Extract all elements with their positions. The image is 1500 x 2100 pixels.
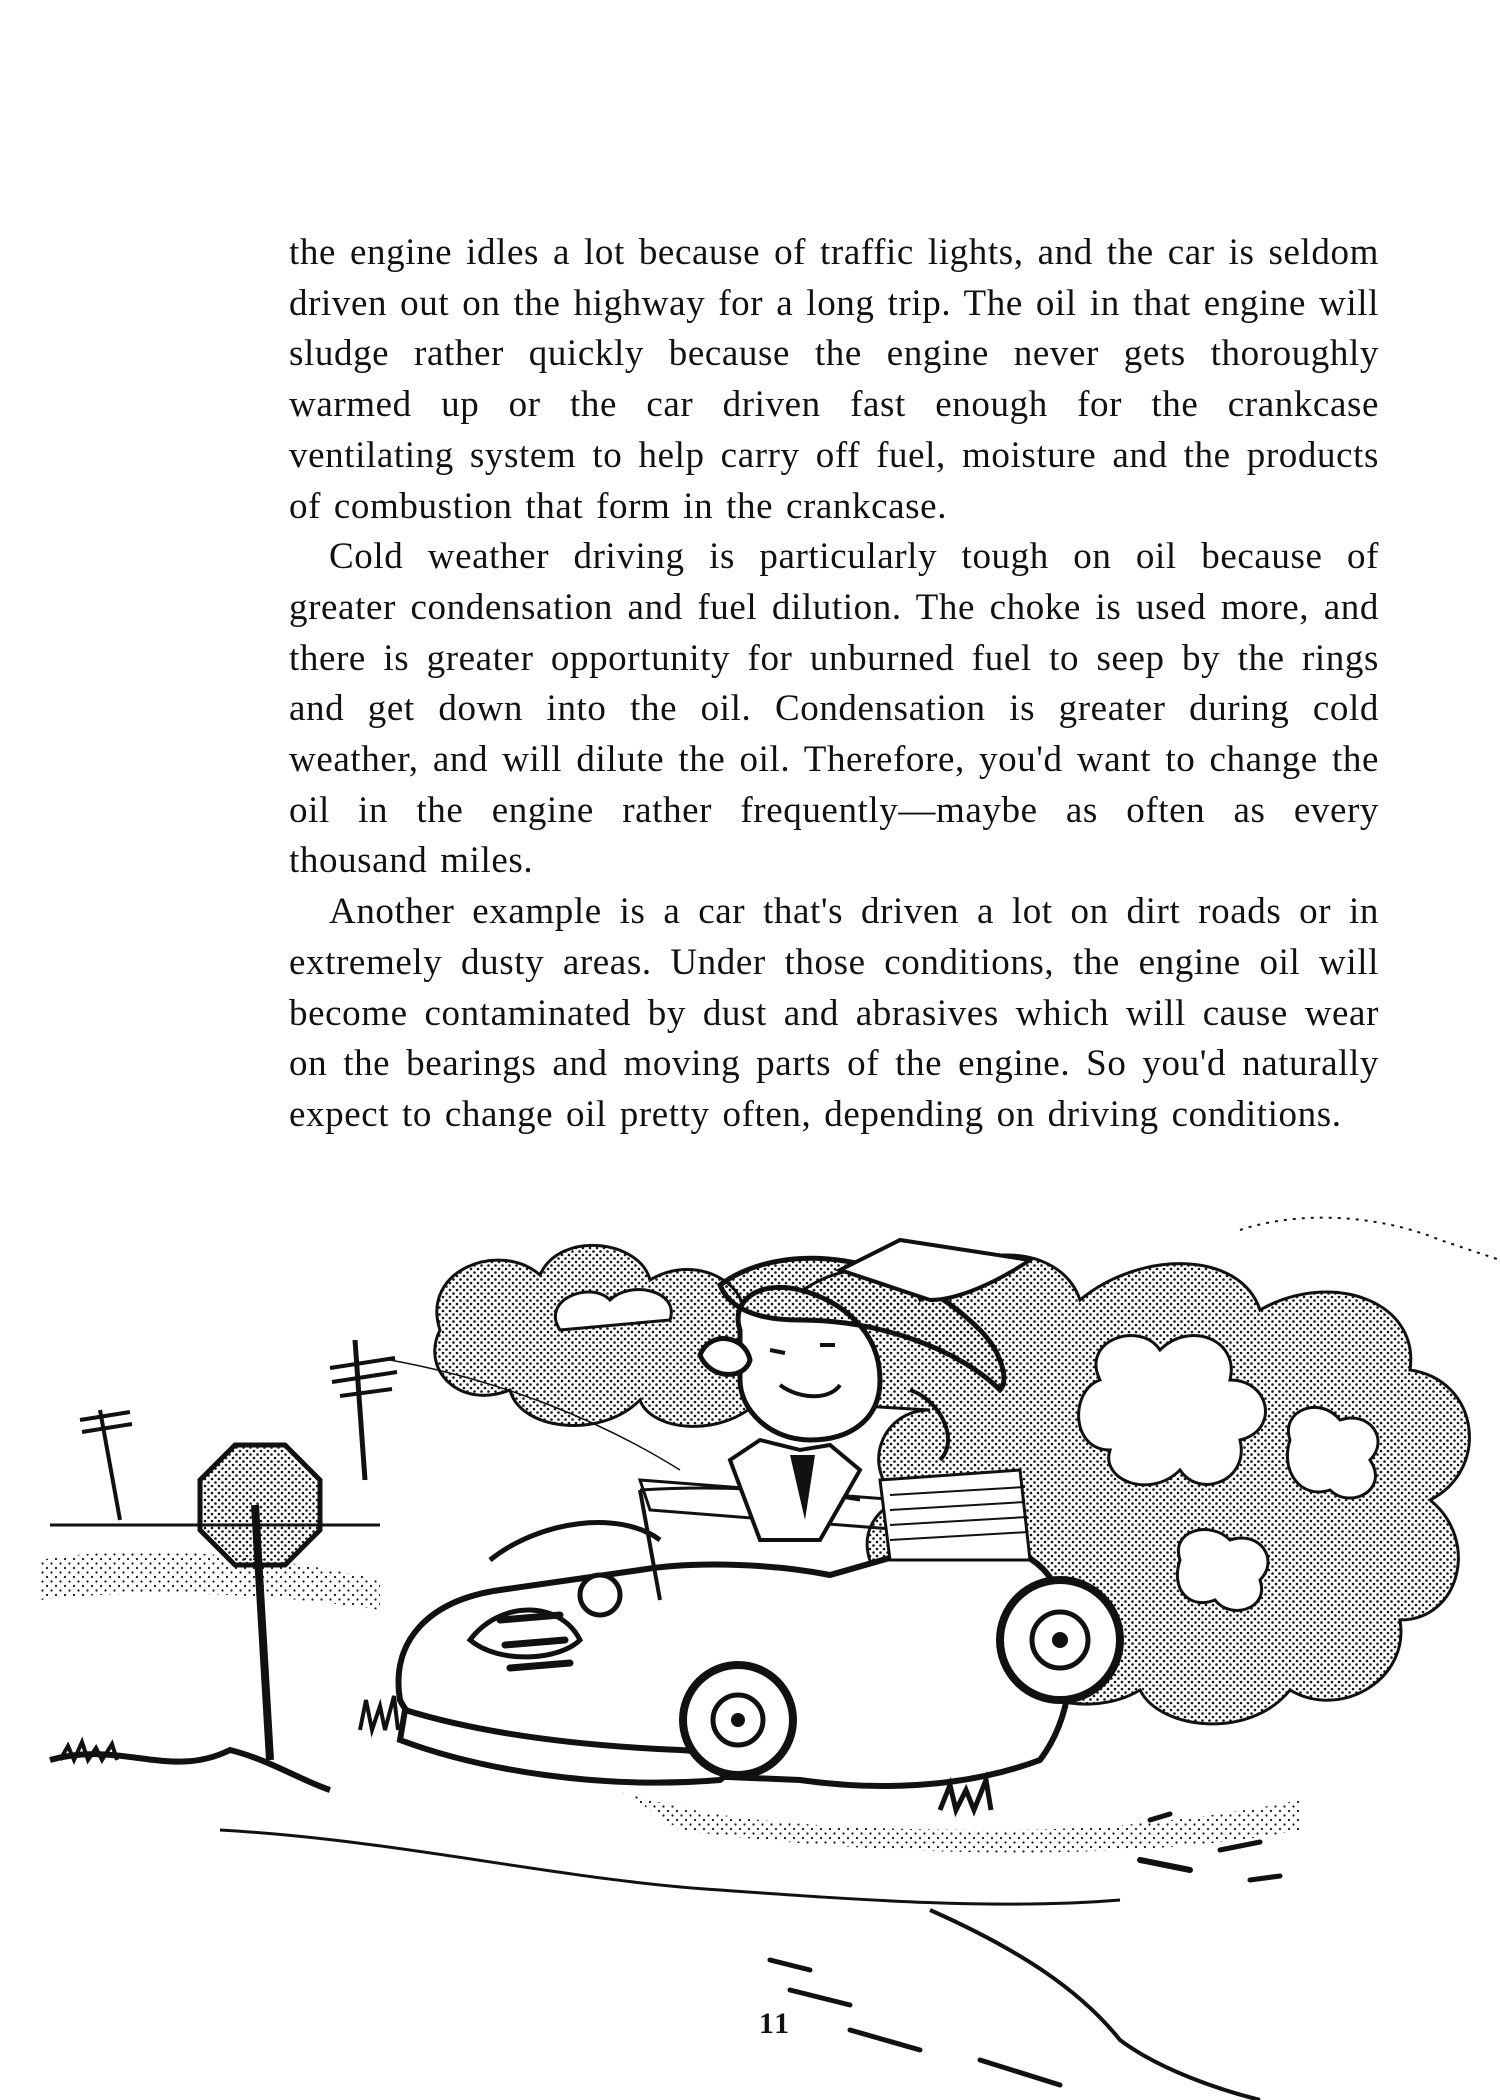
body-text [289,228,1379,1141]
paragraph-2: Cold weather driving is particularly tough on oil because of greater condensation and fuel dilution. The choke is used more, and there is greater opportunity for unburned fuel to seep by the rings and get down into the oil. Condensation is greater during cold weather, and will dilute the oil. Therefore, you'd want to change the oil in the engine rather frequently—maybe as often as every thousand miles. [289,536,1379,882]
paragraph-1: the engine idles a lot because of traffic lights, and the car is seldom driven out on the highway for a long trip. The oil in that engine will sludge rather quickly because the engine never gets thoroughly warmed up or the car driven fast enough for the crankcase ventilating system to help carry off fuel, moisture and the products of combustion that form in the crankcase. [289,232,1379,527]
car-dust-illustration [0,1195,1500,2100]
paragraph-3: Another example is a car that's driven a lot on dirt roads or in extremely dusty areas. Under those conditions, the engine oil will become contaminated by dust and abrasives which will cause wear on the bearings and moving parts of the engine. So you'd naturally expect to change oil pretty often, depending on driving conditions. [289,891,1379,1135]
road-sign [200,1445,320,1760]
page-number: 11 [758,2007,792,2040]
